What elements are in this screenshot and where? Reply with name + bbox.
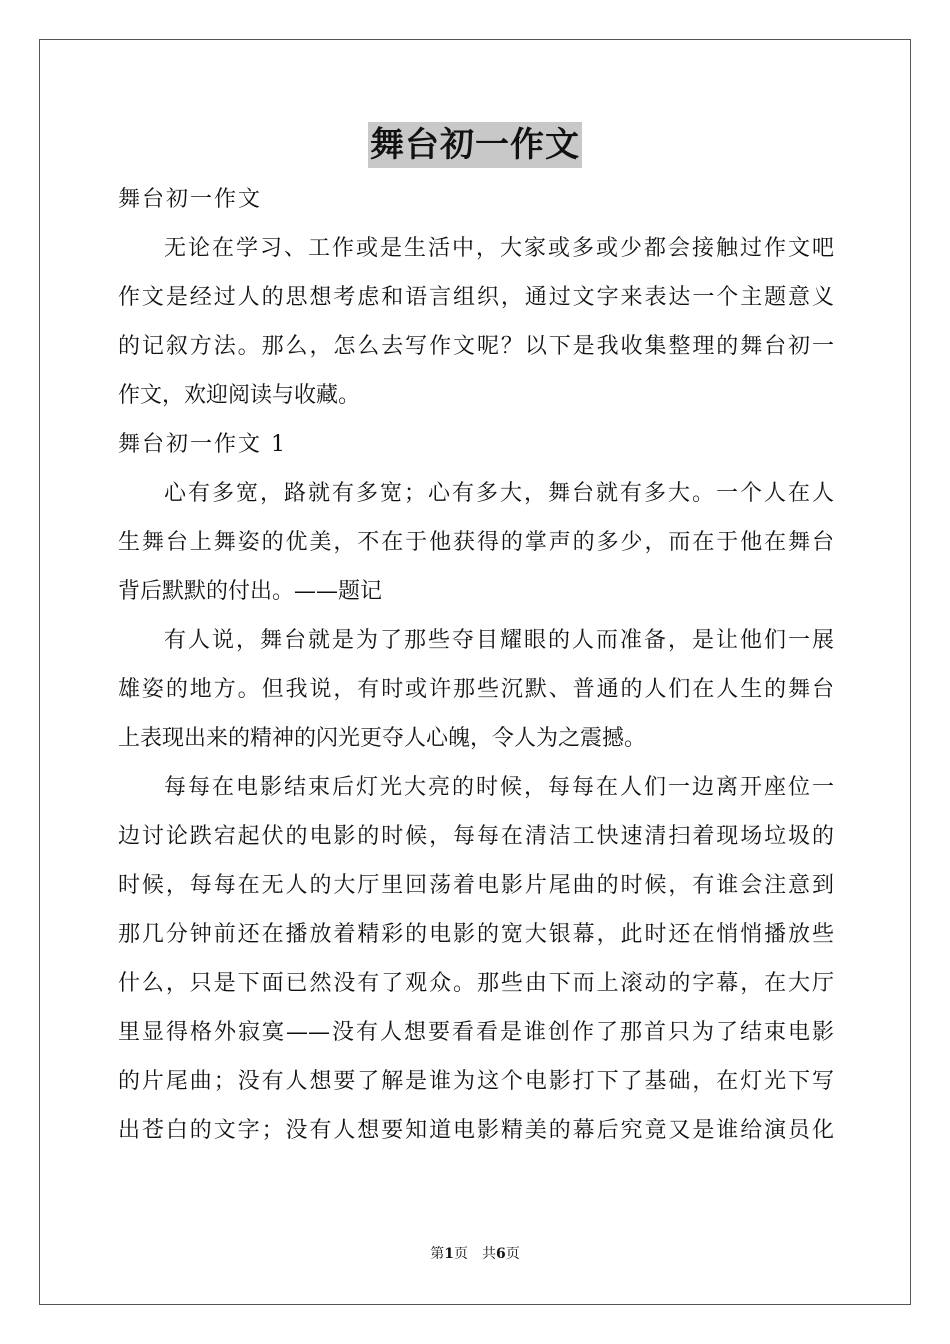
paragraph-line: 无论在学习、工作或是生活中，大家或多或少都会接触过作文吧 xyxy=(164,236,834,261)
paragraph-line: 每每在电影结束后灯光大亮的时候，每每在人们一边离开座位一 xyxy=(164,775,834,800)
paragraph-line: 什么，只是下面已然没有了观众。那些由下而上滚动的字幕，在大厅 xyxy=(118,971,834,996)
paragraph-line: 生舞台上舞姿的优美，不在于他获得的掌声的多少，而在于他在舞台 xyxy=(118,530,834,555)
paragraph-line: 上表现出来的精神的闪光更夺人心魄，令人为之震撼。 xyxy=(118,726,647,751)
paragraph-line: 那几分钟前还在播放着精彩的电影的宽大银幕，此时还在悄悄播放些 xyxy=(118,922,834,947)
paragraph-line: 作文，欢迎阅读与收藏。 xyxy=(118,383,361,408)
document-title: 舞台初一作文 xyxy=(368,122,582,168)
section-heading: 舞台初一作文 1 xyxy=(118,432,287,457)
total-page-count: 6 xyxy=(496,1246,506,1262)
page-number-middle: 页 共 xyxy=(454,1246,496,1262)
paragraph-line: 心有多宽，路就有多宽；心有多大，舞台就有多大。一个人在人 xyxy=(164,481,834,506)
current-page-number: 1 xyxy=(444,1246,454,1262)
paragraph-line: 有人说，舞台就是为了那些夺目耀眼的人而准备，是让他们一展 xyxy=(164,628,834,653)
paragraph-line: 背后默默的付出。——题记 xyxy=(118,579,383,604)
paragraph-line: 雄姿的地方。但我说，有时或许那些沉默、普通的人们在人生的舞台 xyxy=(118,677,834,702)
paragraph-line: 出苍白的文字；没有人想要知道电影精美的幕后究竟又是谁给演员化 xyxy=(118,1118,834,1143)
paragraph-line: 时候，每每在无人的大厅里回荡着电影片尾曲的时候，有谁会注意到 xyxy=(118,873,834,898)
paragraph-line: 的片尾曲；没有人想要了解是谁为这个电影打下了基础，在灯光下写 xyxy=(118,1069,834,1094)
paragraph-line: 的记叙方法。那么，怎么去写作文呢？以下是我收集整理的舞台初一 xyxy=(118,334,834,359)
document-body xyxy=(118,178,834,1158)
page-number-suffix: 页 xyxy=(505,1246,520,1262)
paragraph-line: 里显得格外寂寞——没有人想要看看是谁创作了那首只为了结束电影 xyxy=(118,1020,834,1045)
page-number-prefix: 第 xyxy=(430,1246,445,1262)
page-footer xyxy=(0,1244,950,1264)
section-heading: 舞台初一作文 xyxy=(118,187,263,212)
title-container xyxy=(0,122,950,168)
paragraph-line: 作文是经过人的思想考虑和语言组织，通过文字来表达一个主题意义 xyxy=(118,285,834,310)
paragraph-line: 边讨论跌宕起伏的电影的时候，每每在清洁工快速清扫着现场垃圾的 xyxy=(118,824,834,849)
